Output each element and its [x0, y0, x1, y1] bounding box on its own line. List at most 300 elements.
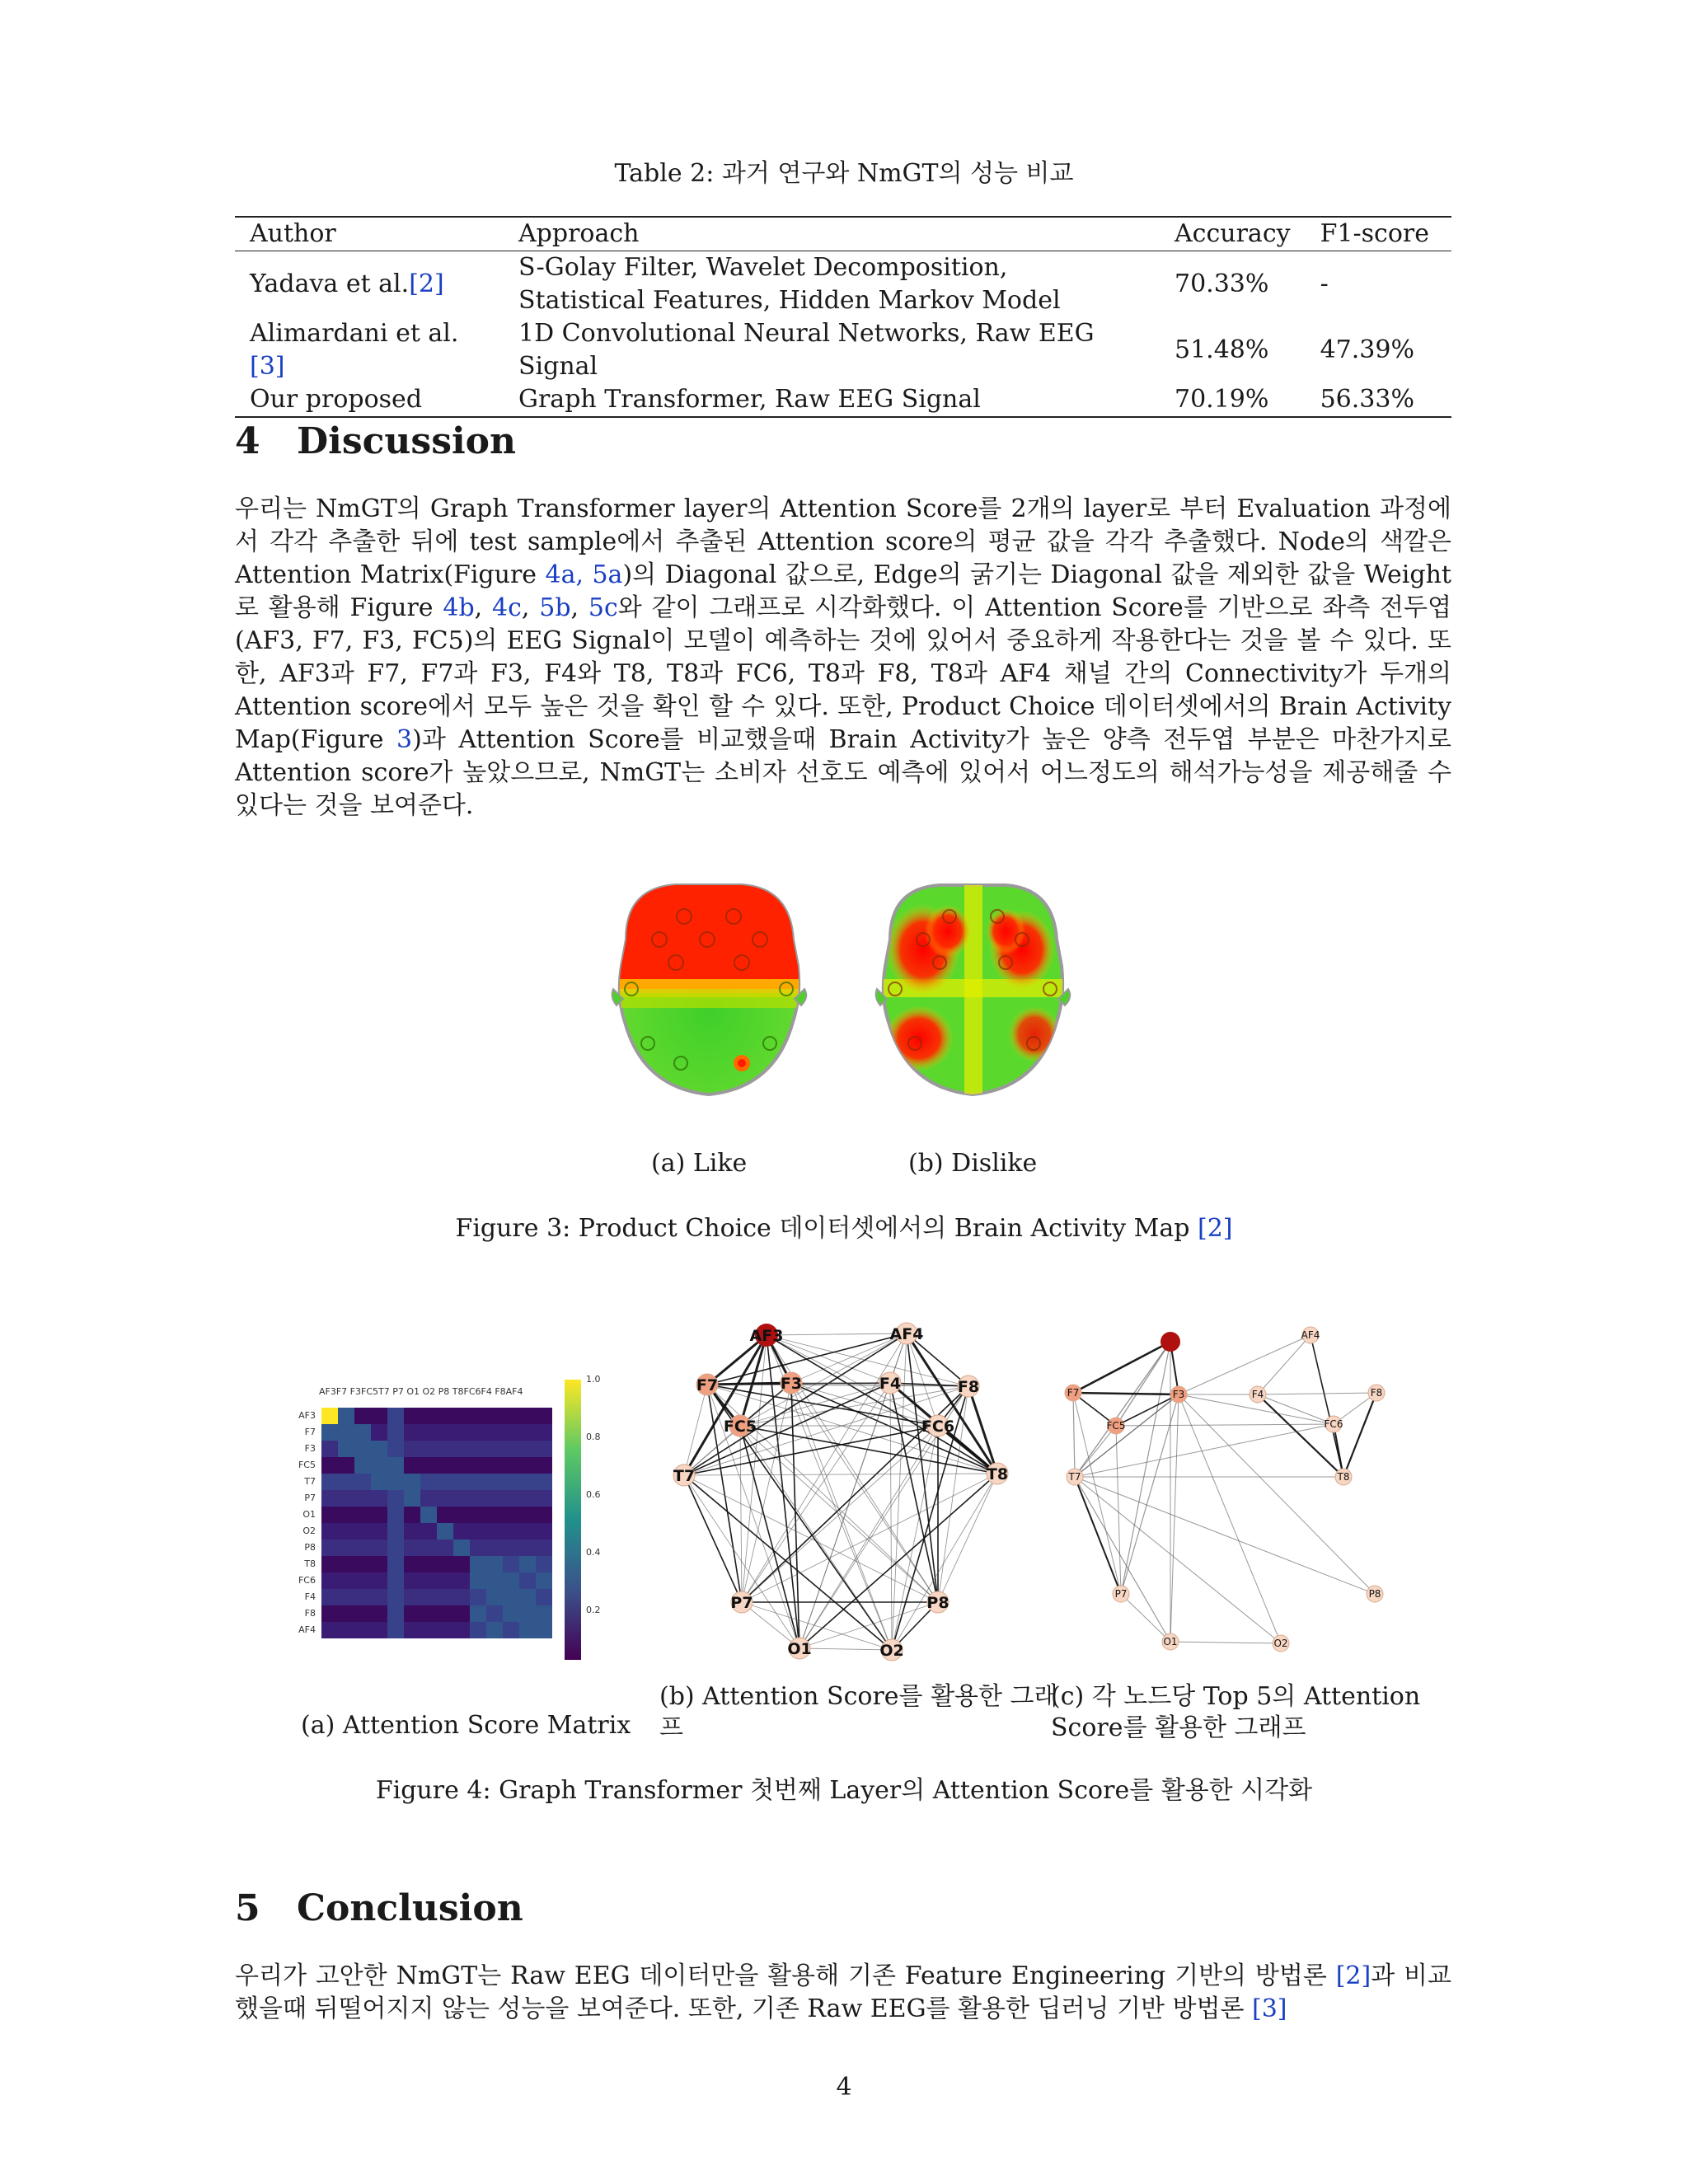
brain-map-dislike — [874, 874, 1080, 1104]
matrix-cell — [354, 1441, 371, 1457]
matrix-cell — [321, 1523, 338, 1540]
matrix-cell — [519, 1507, 536, 1523]
cell-accuracy: 70.33% — [1175, 269, 1269, 298]
graph-edge — [1258, 1393, 1376, 1394]
header-f1: F1-score — [1320, 219, 1429, 248]
matrix-row-label: AF3 — [298, 1410, 316, 1421]
graph-node-label: FC5 — [723, 1418, 757, 1436]
colorbar-tick: 0.4 — [586, 1547, 601, 1558]
matrix-cell — [404, 1556, 420, 1572]
matrix-cell — [321, 1507, 338, 1523]
graph-edge — [1073, 1393, 1075, 1477]
matrix-cell — [387, 1490, 404, 1507]
matrix-cell — [371, 1457, 387, 1474]
matrix-cell — [338, 1474, 354, 1490]
colorbar-tick: 0.6 — [586, 1489, 601, 1500]
graph-node-label: F3 — [780, 1375, 803, 1393]
graph-node-label: O2 — [1273, 1638, 1288, 1649]
matrix-cell — [519, 1457, 536, 1474]
matrix-row-label: O2 — [302, 1526, 316, 1536]
matrix-cell — [437, 1589, 453, 1605]
graph-edge — [1075, 1477, 1375, 1594]
citation-link[interactable]: [2] — [409, 269, 444, 298]
matrix-row-label: F4 — [304, 1591, 316, 1602]
matrix-cell — [453, 1605, 470, 1622]
matrix-cell — [519, 1474, 536, 1490]
graph-edge — [799, 1602, 938, 1648]
matrix-cell — [536, 1408, 552, 1424]
matrix-cell — [453, 1424, 470, 1441]
matrix-cell — [503, 1457, 519, 1474]
matrix-cell — [420, 1605, 437, 1622]
graph-edge — [767, 1333, 907, 1335]
matrix-cell — [354, 1474, 371, 1490]
graph-node-label: T7 — [673, 1467, 696, 1485]
cell-approach: S-Golay Filter, Wavelet Decomposition, Statistical Features, Hidden Markov Model — [518, 253, 1061, 315]
matrix-cell — [453, 1540, 470, 1556]
matrix-cell — [321, 1589, 338, 1605]
matrix-cell — [404, 1523, 420, 1540]
matrix-cell — [404, 1507, 420, 1523]
section-heading-discussion: 4 Discussion — [235, 420, 517, 462]
graph-node-label: T8 — [1337, 1471, 1350, 1483]
matrix-cell — [371, 1441, 387, 1457]
graph-node-label: F7 — [1067, 1387, 1080, 1399]
matrix-cell — [404, 1589, 420, 1605]
matrix-cell — [536, 1572, 552, 1589]
matrix-cell — [453, 1441, 470, 1457]
matrix-cell — [354, 1408, 371, 1424]
matrix-cell — [437, 1556, 453, 1572]
matrix-cell — [519, 1622, 536, 1638]
header-author: Author — [250, 219, 336, 248]
matrix-cell — [338, 1523, 354, 1540]
matrix-row-label: F8 — [304, 1608, 316, 1619]
graph-edge — [684, 1475, 938, 1602]
matrix-cell — [453, 1507, 470, 1523]
graph-edge — [1343, 1393, 1376, 1477]
matrix-row-label: T7 — [304, 1476, 316, 1487]
graph-node-label: FC6 — [1324, 1418, 1343, 1430]
matrix-row-label: F3 — [304, 1443, 316, 1454]
graph-edge — [1170, 1642, 1281, 1643]
matrix-cell — [437, 1424, 453, 1441]
cell-f1: - — [1320, 269, 1329, 298]
matrix-cell — [536, 1457, 552, 1474]
matrix-cell — [470, 1556, 486, 1572]
graph-node-label: T8 — [986, 1465, 1009, 1483]
matrix-cell — [453, 1572, 470, 1589]
matrix-cell — [321, 1622, 338, 1638]
section-heading-conclusion: 5 Conclusion — [235, 1887, 523, 1929]
figure4-attention-graph — [659, 1310, 1039, 1665]
graph-node-label: F4 — [879, 1375, 902, 1393]
matrix-row-label: F7 — [304, 1427, 316, 1437]
matrix-cell — [404, 1490, 420, 1507]
matrix-cell — [338, 1507, 354, 1523]
matrix-cell — [338, 1540, 354, 1556]
graph-edge — [799, 1648, 892, 1650]
matrix-cell — [453, 1457, 470, 1474]
matrix-cell — [486, 1556, 503, 1572]
matrix-cell — [321, 1540, 338, 1556]
graph-edge — [1075, 1426, 1116, 1477]
graph-edge — [1075, 1477, 1281, 1643]
matrix-cell — [536, 1507, 552, 1523]
figure-ref-link[interactable]: 4a, 5a — [545, 560, 623, 589]
graph-edge — [1258, 1394, 1343, 1477]
figure-ref-link[interactable]: 5c — [588, 593, 618, 622]
matrix-cell — [420, 1507, 437, 1523]
matrix-cell — [371, 1490, 387, 1507]
matrix-cell — [404, 1457, 420, 1474]
matrix-cell — [437, 1572, 453, 1589]
matrix-cell — [387, 1572, 404, 1589]
cell-author: Yadava et al.[2] — [250, 269, 444, 298]
matrix-cell — [371, 1622, 387, 1638]
graph-node-label: O2 — [879, 1642, 904, 1660]
matrix-cell — [486, 1441, 503, 1457]
results-table — [235, 216, 1451, 418]
matrix-cell — [519, 1490, 536, 1507]
matrix-cell — [371, 1605, 387, 1622]
graph-edge — [684, 1475, 742, 1602]
citation-link[interactable]: [2] — [1335, 1961, 1372, 1990]
matrix-cell — [387, 1507, 404, 1523]
graph-edge — [1116, 1424, 1334, 1426]
matrix-cell — [453, 1556, 470, 1572]
matrix-cell — [404, 1622, 420, 1638]
matrix-cell — [338, 1572, 354, 1589]
matrix-row-label: O1 — [302, 1509, 316, 1520]
matrix-cell — [354, 1540, 371, 1556]
cell-author: Alimardani et al.[3] — [250, 319, 459, 381]
graph-node-label: FC5 — [1106, 1420, 1126, 1432]
matrix-cell — [371, 1540, 387, 1556]
header-accuracy: Accuracy — [1175, 219, 1291, 248]
matrix-cell — [453, 1589, 470, 1605]
matrix-cell — [338, 1589, 354, 1605]
graph-node-label: F8 — [1370, 1387, 1383, 1399]
matrix-cell — [371, 1408, 387, 1424]
matrix-cell — [437, 1474, 453, 1490]
matrix-cell — [470, 1441, 486, 1457]
matrix-cell — [437, 1605, 453, 1622]
figure-ref-link[interactable]: 3 — [396, 725, 413, 754]
cell-approach: 1D Convolutional Neural Networks, Raw EEG Signal — [518, 319, 1095, 381]
matrix-cell — [404, 1408, 420, 1424]
matrix-cell — [486, 1622, 503, 1638]
matrix-cell — [486, 1540, 503, 1556]
matrix-cell — [387, 1523, 404, 1540]
matrix-cell — [486, 1572, 503, 1589]
matrix-cell — [503, 1605, 519, 1622]
matrix-cell — [470, 1572, 486, 1589]
matrix-cell — [453, 1474, 470, 1490]
graph-edge — [1170, 1394, 1179, 1642]
graph-node-label: F4 — [1251, 1389, 1264, 1400]
matrix-cell — [536, 1474, 552, 1490]
matrix-cell — [420, 1490, 437, 1507]
matrix-cell — [519, 1605, 536, 1622]
matrix-cell — [503, 1441, 519, 1457]
matrix-cell — [503, 1622, 519, 1638]
graph-node-label: P7 — [1114, 1588, 1128, 1600]
matrix-cell — [420, 1540, 437, 1556]
matrix-cell — [453, 1408, 470, 1424]
matrix-cell — [404, 1572, 420, 1589]
page-number: 4 — [836, 2073, 852, 2102]
graph-node-label: P8 — [1368, 1588, 1381, 1600]
matrix-top-labels: AF3F7 F3FC5T7 P7 O1 O2 P8 T8FC6F4 F8AF4 — [319, 1386, 523, 1397]
graph-node-label: AF3 — [749, 1327, 784, 1345]
figure-ref-link[interactable]: 5b — [539, 593, 571, 622]
matrix-cell — [503, 1424, 519, 1441]
matrix-cell — [519, 1572, 536, 1589]
figure4-attention-matrix — [293, 1368, 606, 1673]
colorbar-tick: 0.8 — [586, 1432, 601, 1442]
graph-edge — [1121, 1594, 1170, 1642]
matrix-cell — [321, 1474, 338, 1490]
matrix-cell — [354, 1572, 371, 1589]
matrix-cell — [486, 1457, 503, 1474]
matrix-cell — [470, 1605, 486, 1622]
matrix-cell — [536, 1556, 552, 1572]
matrix-cell — [503, 1490, 519, 1507]
matrix-row-label: P8 — [304, 1542, 316, 1553]
matrix-cell — [519, 1424, 536, 1441]
matrix-cell — [470, 1408, 486, 1424]
colorbar-tick: 0.2 — [586, 1605, 601, 1615]
matrix-cell — [338, 1605, 354, 1622]
matrix-cell — [354, 1605, 371, 1622]
matrix-cell — [503, 1474, 519, 1490]
matrix-cell — [387, 1556, 404, 1572]
matrix-cell — [420, 1474, 437, 1490]
matrix-cell — [404, 1441, 420, 1457]
matrix-cell — [404, 1474, 420, 1490]
graph-edge — [1258, 1335, 1311, 1394]
matrix-cell — [420, 1622, 437, 1638]
matrix-cell — [404, 1605, 420, 1622]
matrix-cell — [338, 1424, 354, 1441]
figure3-subcaption-dislike: (b) Dislike — [908, 1149, 1038, 1178]
graph-edge — [1116, 1426, 1121, 1594]
matrix-cell — [321, 1572, 338, 1589]
graph-edge — [1179, 1335, 1311, 1394]
matrix-cell — [437, 1507, 453, 1523]
matrix-cell — [437, 1441, 453, 1457]
matrix-cell — [536, 1540, 552, 1556]
matrix-cell — [338, 1556, 354, 1572]
graph-edge — [1073, 1393, 1179, 1394]
graph-edge — [1258, 1394, 1334, 1424]
matrix-cell — [470, 1457, 486, 1474]
matrix-cell — [321, 1556, 338, 1572]
matrix-cell — [371, 1523, 387, 1540]
graph-edge — [740, 1426, 742, 1602]
matrix-row-label: FC5 — [298, 1460, 316, 1470]
graph-node-label: AF4 — [889, 1325, 924, 1343]
matrix-cell — [371, 1424, 387, 1441]
matrix-cell — [321, 1490, 338, 1507]
matrix-cell — [470, 1490, 486, 1507]
figure-ref-link[interactable]: 4b — [443, 593, 475, 622]
graph-edge — [684, 1385, 707, 1475]
matrix-cell — [387, 1457, 404, 1474]
matrix-cell — [437, 1622, 453, 1638]
matrix-cell — [404, 1540, 420, 1556]
matrix-cell — [470, 1507, 486, 1523]
matrix-cell — [420, 1523, 437, 1540]
matrix-cell — [503, 1507, 519, 1523]
matrix-cell — [354, 1556, 371, 1572]
graph-edge — [740, 1383, 890, 1426]
matrix-cell — [420, 1408, 437, 1424]
matrix-row-label: FC6 — [298, 1575, 316, 1586]
graph-node-af3 — [1160, 1332, 1180, 1352]
citation-link[interactable]: [3] — [1252, 1994, 1287, 2023]
matrix-cell — [420, 1589, 437, 1605]
graph-edge — [684, 1474, 997, 1475]
matrix-colorbar — [565, 1380, 581, 1660]
matrix-cell — [470, 1424, 486, 1441]
matrix-cell — [354, 1622, 371, 1638]
matrix-cell — [321, 1408, 338, 1424]
matrix-cell — [404, 1424, 420, 1441]
matrix-cell — [437, 1490, 453, 1507]
matrix-cell — [486, 1424, 503, 1441]
graph-node-label: F3 — [1172, 1389, 1185, 1400]
matrix-cell — [321, 1441, 338, 1457]
figure4-caption: Figure 4: Graph Transformer 첫번째 Layer의 Attention Score를 활용한 시각화 — [375, 1776, 1313, 1805]
matrix-cell — [519, 1523, 536, 1540]
cell-accuracy: 70.19% — [1175, 385, 1269, 414]
matrix-cell — [470, 1540, 486, 1556]
table2-caption: Table 2: 과거 연구와 NmGT의 성능 비교 — [614, 159, 1074, 188]
graph-node-label: T7 — [1068, 1471, 1081, 1483]
table-row — [235, 383, 1451, 417]
matrix-cell — [371, 1572, 387, 1589]
figure4-top5-graph — [1047, 1319, 1426, 1657]
matrix-row-label: P7 — [304, 1493, 316, 1503]
matrix-cell — [354, 1507, 371, 1523]
matrix-cell — [503, 1556, 519, 1572]
matrix-row-label: AF4 — [298, 1624, 316, 1635]
matrix-cell — [437, 1408, 453, 1424]
matrix-cell — [437, 1457, 453, 1474]
graph-edge — [1075, 1477, 1121, 1594]
matrix-cell — [486, 1523, 503, 1540]
graph-edge — [684, 1475, 799, 1648]
matrix-cell — [338, 1457, 354, 1474]
matrix-cell — [338, 1490, 354, 1507]
matrix-cell — [503, 1572, 519, 1589]
table-row — [235, 317, 1451, 383]
graph-node-label: F8 — [957, 1378, 980, 1396]
header-approach: Approach — [518, 219, 640, 248]
matrix-cell — [387, 1605, 404, 1622]
matrix-cell — [503, 1523, 519, 1540]
matrix-cell — [354, 1490, 371, 1507]
matrix-cell — [486, 1408, 503, 1424]
figure4-subcaption-c: (c) 각 노드당 Top 5의 Attention Score를 활용한 그래프 — [1051, 1682, 1421, 1742]
graph-node-label: AF4 — [1301, 1329, 1320, 1341]
matrix-cell — [371, 1589, 387, 1605]
matrix-cell — [536, 1622, 552, 1638]
matrix-cell — [437, 1540, 453, 1556]
matrix-cell — [387, 1408, 404, 1424]
matrix-cell — [420, 1572, 437, 1589]
table-row — [235, 251, 1451, 318]
matrix-cell — [486, 1490, 503, 1507]
figure-ref-link[interactable]: 4c — [492, 593, 522, 622]
matrix-cell — [453, 1523, 470, 1540]
matrix-cell — [519, 1408, 536, 1424]
matrix-cell — [338, 1441, 354, 1457]
brain-map-like — [610, 874, 816, 1094]
graph-edge — [890, 1383, 892, 1650]
matrix-cell — [387, 1540, 404, 1556]
graph-edge — [1075, 1342, 1170, 1477]
matrix-cell — [321, 1605, 338, 1622]
graph-edge — [684, 1335, 767, 1475]
matrix-cell — [536, 1589, 552, 1605]
graph-node-label: F7 — [696, 1376, 719, 1394]
matrix-cell — [536, 1605, 552, 1622]
matrix-cell — [536, 1523, 552, 1540]
matrix-cell — [519, 1441, 536, 1457]
matrix-cell — [536, 1424, 552, 1441]
matrix-cell — [437, 1523, 453, 1540]
discussion-paragraph: 우리는 NmGT의 Graph Transformer layer의 Attention Score를 2개의 layer로 부터 Evaluation 과정에서 각각 추출한 뒤에 test sample에서 추출된 Attention score의 평균 값을 각각 추출했다. Node의 색깔은 Attention Matrix(Figure 4a, 5a)의 Diagonal 값으로, Edge의 굵기는 Diagonal 값을 제외한 값을 Weight로 활용해 Figure 4b, 4c, 5b, 5c와 같이 그래프로 시각화했다. 이 Attention Score를 기반으로 좌측 전두엽(AF3, F7, F3, FC5)의 EEG Signal이 모델이 예측하는 것에 있어서 중요하게 작용한다는 것을 볼 수 있다. 또한, AF3과 F7, F7과 F3, F4와 T8, T8과 FC6, T8과 F8, T8과 AF4 채널 간의 Connectivity가 두개의 Attention score에서 모두 높은 것을 확인 할 수 있다. 또한, Product Choice 데이터셋에서의 Brain Activity Map(Figure 3)과 Attention Score를 비교했을때 Brain Activity가 높은 양측 전두엽 부분은 마찬가지로 Attention score가 높았으므로, NmGT는 소비자 선호도 예측에 있어서 어느정도의 해석가능성을 제공해줄 수 있다는 것을 보여준다. — [235, 494, 1452, 820]
colorbar-tick: 1.0 — [586, 1374, 601, 1385]
matrix-cell — [387, 1589, 404, 1605]
matrix-row-label: T8 — [304, 1558, 316, 1569]
graph-edge — [1179, 1394, 1281, 1643]
figure4-subcaption-a: (a) Attention Score Matrix — [301, 1711, 631, 1740]
graph-node-label: O1 — [1163, 1636, 1178, 1647]
citation-link[interactable]: [3] — [250, 352, 285, 381]
matrix-cell — [321, 1457, 338, 1474]
cell-author: Our proposed — [250, 385, 423, 414]
figure3-caption: Figure 3: Product Choice 데이터셋에서의 Brain Activity Map [2] — [455, 1214, 1233, 1243]
matrix-cell — [371, 1507, 387, 1523]
figure3-brain-maps — [577, 874, 1104, 1137]
matrix-cell — [387, 1441, 404, 1457]
matrix-cell — [486, 1507, 503, 1523]
matrix-cell — [387, 1424, 404, 1441]
cell-f1: 56.33% — [1320, 385, 1414, 414]
matrix-cell — [338, 1622, 354, 1638]
citation-link[interactable]: [2] — [1198, 1214, 1233, 1243]
matrix-cell — [503, 1408, 519, 1424]
graph-node-label: O1 — [787, 1640, 812, 1658]
matrix-cell — [519, 1589, 536, 1605]
matrix-cell — [536, 1490, 552, 1507]
matrix-cell — [338, 1408, 354, 1424]
cell-approach: Graph Transformer, Raw EEG Signal — [518, 385, 981, 414]
graph-edge — [742, 1383, 791, 1602]
matrix-cell — [354, 1589, 371, 1605]
figure4-subcaption-b: (b) Attention Score를 활용한 그래 프 — [659, 1682, 1058, 1742]
graph-edge — [1075, 1477, 1170, 1642]
matrix-cell — [371, 1556, 387, 1572]
matrix-cell — [486, 1589, 503, 1605]
matrix-cell — [453, 1622, 470, 1638]
matrix-cell — [387, 1474, 404, 1490]
matrix-cell — [354, 1457, 371, 1474]
